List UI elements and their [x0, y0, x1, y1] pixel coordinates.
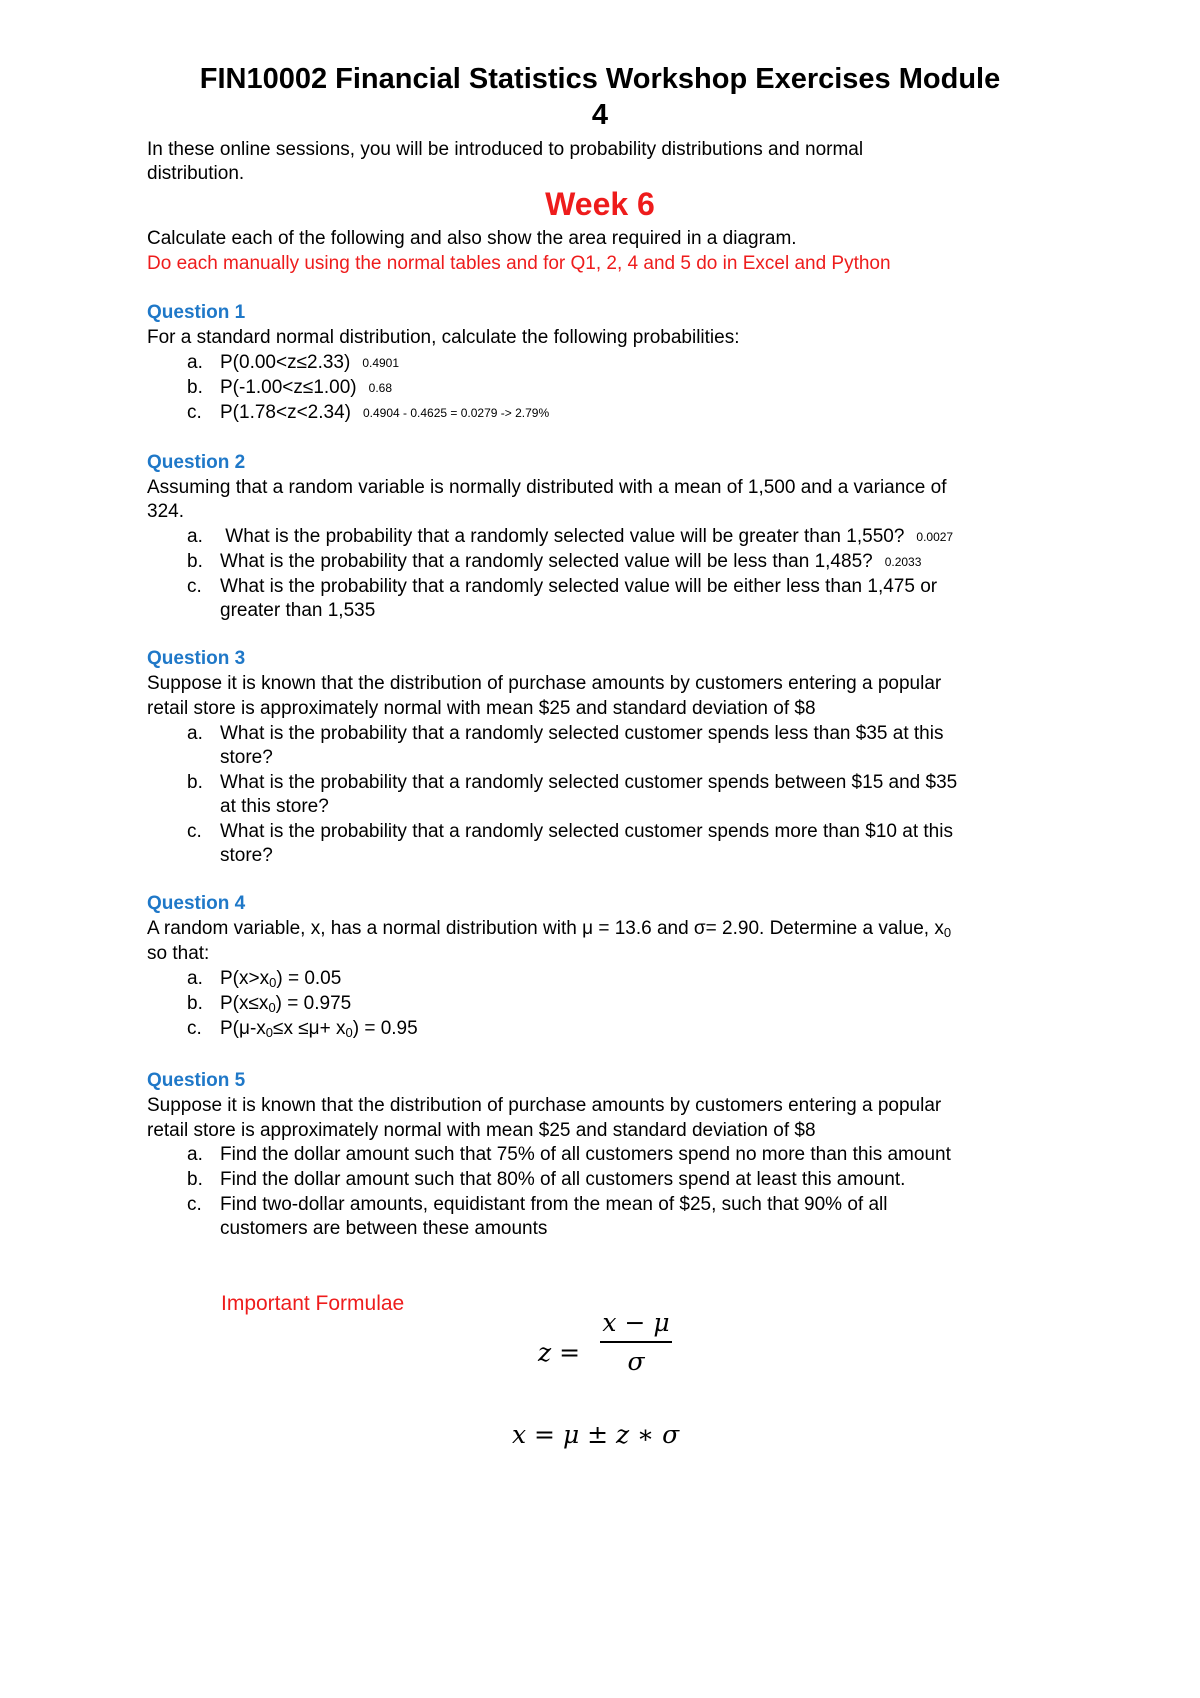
- handwritten-answer: 0.4901: [362, 356, 400, 370]
- item-text: [220, 992, 351, 1020]
- question-3-item-c-continued: store?: [220, 845, 273, 866]
- item-text: P(0.00<z≤2.33): [220, 352, 351, 373]
- item-label: b.: [187, 551, 203, 572]
- item-text: Find the dollar amount such that 75% of all customers spend no more than this amount: [220, 1144, 951, 1165]
- subscript-zero: 0: [269, 975, 277, 990]
- item-text: What is the probability that a randomly selected customer spends more than $10 at this: [220, 821, 953, 842]
- item-text: P(1.78<z<2.34): [220, 402, 351, 423]
- item-label: b.: [187, 993, 203, 1014]
- z-formula-lhs: z =: [538, 1338, 581, 1367]
- question-2-item-c-continued: greater than 1,535: [220, 600, 376, 621]
- handwritten-answer: 0.68: [368, 381, 392, 395]
- item-text: What is the probability that a randomly selected value will be either less than 1,475 or: [220, 576, 938, 597]
- question-4-heading: Question 4: [147, 893, 246, 914]
- item-label: a.: [187, 352, 203, 373]
- question-5-item-a: [187, 1143, 951, 1167]
- item-text: Find the dollar amount such that 80% of all customers spend at least this amount.: [220, 1169, 906, 1190]
- item-text: P(-1.00<z≤1.00): [220, 377, 357, 398]
- subscript-zero: 0: [265, 1025, 274, 1040]
- item-label: a.: [187, 968, 203, 989]
- question-5-text: Suppose it is known that the distribution of purchase amounts by customers entering a popular: [147, 1095, 942, 1116]
- question-4-text: [147, 917, 951, 945]
- item-text: Find two-dollar amounts, equidistant from the mean of $25, such that 90% of all: [220, 1194, 888, 1215]
- question-2-heading: Question 2: [147, 452, 246, 473]
- question-2-text: Assuming that a random variable is normally distributed with a mean of 1,500 and a variance of: [147, 477, 947, 498]
- fraction-bar: [600, 1341, 672, 1343]
- item-label: c.: [187, 576, 202, 597]
- item-label: c.: [187, 402, 202, 423]
- expr-part: P(x>x: [220, 968, 270, 989]
- question-1-item-a: [187, 351, 399, 375]
- handwritten-answer: 0.4904 - 0.4625 = 0.0279 -> 2.79%: [362, 406, 550, 420]
- instruction-red-text: Do each manually using the normal tables and for Q1, 2, 4 and 5 do in Excel and Python: [147, 253, 891, 274]
- question-5-text-line2: retail store is approximately normal with mean $25 and standard deviation of $8: [147, 1120, 816, 1141]
- item-label: c.: [187, 821, 202, 842]
- item-text: What is the probability that a randomly selected value will be greater than 1,550?: [220, 526, 905, 547]
- item-label: b.: [187, 1169, 203, 1190]
- handwritten-answer: 0.2033: [884, 555, 922, 569]
- question-1-heading: Question 1: [147, 302, 246, 323]
- question-3-heading: Question 3: [147, 648, 246, 669]
- question-2-text-line2: 324.: [147, 501, 184, 522]
- question-5-item-c-continued: customers are between these amounts: [220, 1218, 548, 1239]
- question-4-text-main: A random variable, x, has a normal distribution with μ = 13.6 and σ= 2.90. Determine a value, x: [147, 918, 944, 939]
- expr-part: ≤x ≤μ+ x: [273, 1018, 346, 1039]
- document-title-line2: 4: [591, 99, 609, 131]
- instruction-text: Calculate each of the following and also show the area required in a diagram.: [147, 228, 797, 249]
- item-label: a.: [187, 526, 203, 547]
- question-4-item-a: [187, 967, 341, 995]
- question-3-text-line2: retail store is approximately normal with mean $25 and standard deviation of $8: [147, 698, 816, 719]
- question-1-text: For a standard normal distribution, calculate the following probabilities:: [147, 327, 740, 348]
- z-formula-fraction: [600, 1308, 672, 1377]
- z-formula-denominator: σ: [627, 1347, 645, 1376]
- question-4-item-b: [187, 992, 351, 1020]
- item-label: a.: [187, 723, 203, 744]
- x-formula: x = μ ± z ∗ σ: [512, 1420, 680, 1449]
- item-text: What is the probability that a randomly selected value will be less than 1,485?: [220, 551, 873, 572]
- handwritten-answer: 0.0027: [916, 530, 954, 544]
- question-4-item-c: [187, 1017, 418, 1045]
- item-text: [220, 1017, 418, 1045]
- week-heading: Week 6: [545, 186, 655, 222]
- subscript-zero: 0: [345, 1025, 353, 1040]
- question-5-heading: Question 5: [147, 1070, 246, 1091]
- question-5-item-c: [187, 1193, 887, 1217]
- expr-part: P(μ-x: [220, 1018, 266, 1039]
- expr-part: ) = 0.05: [276, 968, 342, 989]
- item-label: a.: [187, 1144, 203, 1165]
- item-text: What is the probability that a randomly selected customer spends less than $35 at this: [220, 723, 944, 744]
- question-3-item-c: [187, 820, 953, 844]
- question-4-text-line2: so that:: [147, 943, 210, 964]
- question-3-item-b-continued: at this store?: [220, 796, 329, 817]
- intro-text: In these online sessions, you will be introduced to probability distributions and normal: [147, 139, 864, 160]
- question-3-item-a: [187, 722, 943, 746]
- item-text: [220, 967, 341, 995]
- question-3-item-a-continued: store?: [220, 747, 273, 768]
- subscript-zero: 0: [268, 1000, 276, 1015]
- expr-part: ) = 0.95: [352, 1018, 418, 1039]
- formulae-heading: Important Formulae: [221, 1292, 405, 1315]
- z-formula-numerator: x − μ: [602, 1308, 670, 1337]
- item-label: b.: [187, 377, 203, 398]
- document-title: FIN10002 Financial Statistics Workshop Exercises Module: [199, 63, 1001, 95]
- item-text: What is the probability that a randomly selected customer spends between $15 and $35: [220, 772, 958, 793]
- question-1-item-c: [187, 401, 549, 425]
- question-5-item-b: [187, 1168, 905, 1192]
- item-label: b.: [187, 772, 203, 793]
- question-3-text: Suppose it is known that the distribution of purchase amounts by customers entering a popular: [147, 673, 942, 694]
- intro-text-line2: distribution.: [147, 163, 245, 184]
- question-1-item-b: [187, 376, 392, 400]
- item-label: c.: [187, 1194, 202, 1215]
- question-3-item-b: [187, 771, 957, 795]
- question-2-item-a: [187, 525, 953, 549]
- question-2-item-c: [187, 575, 937, 599]
- subscript-zero: 0: [943, 925, 952, 940]
- question-2-item-b: [187, 550, 921, 574]
- expr-part: ) = 0.975: [275, 993, 352, 1014]
- item-label: c.: [187, 1018, 202, 1039]
- expr-part: P(x≤x: [220, 993, 269, 1014]
